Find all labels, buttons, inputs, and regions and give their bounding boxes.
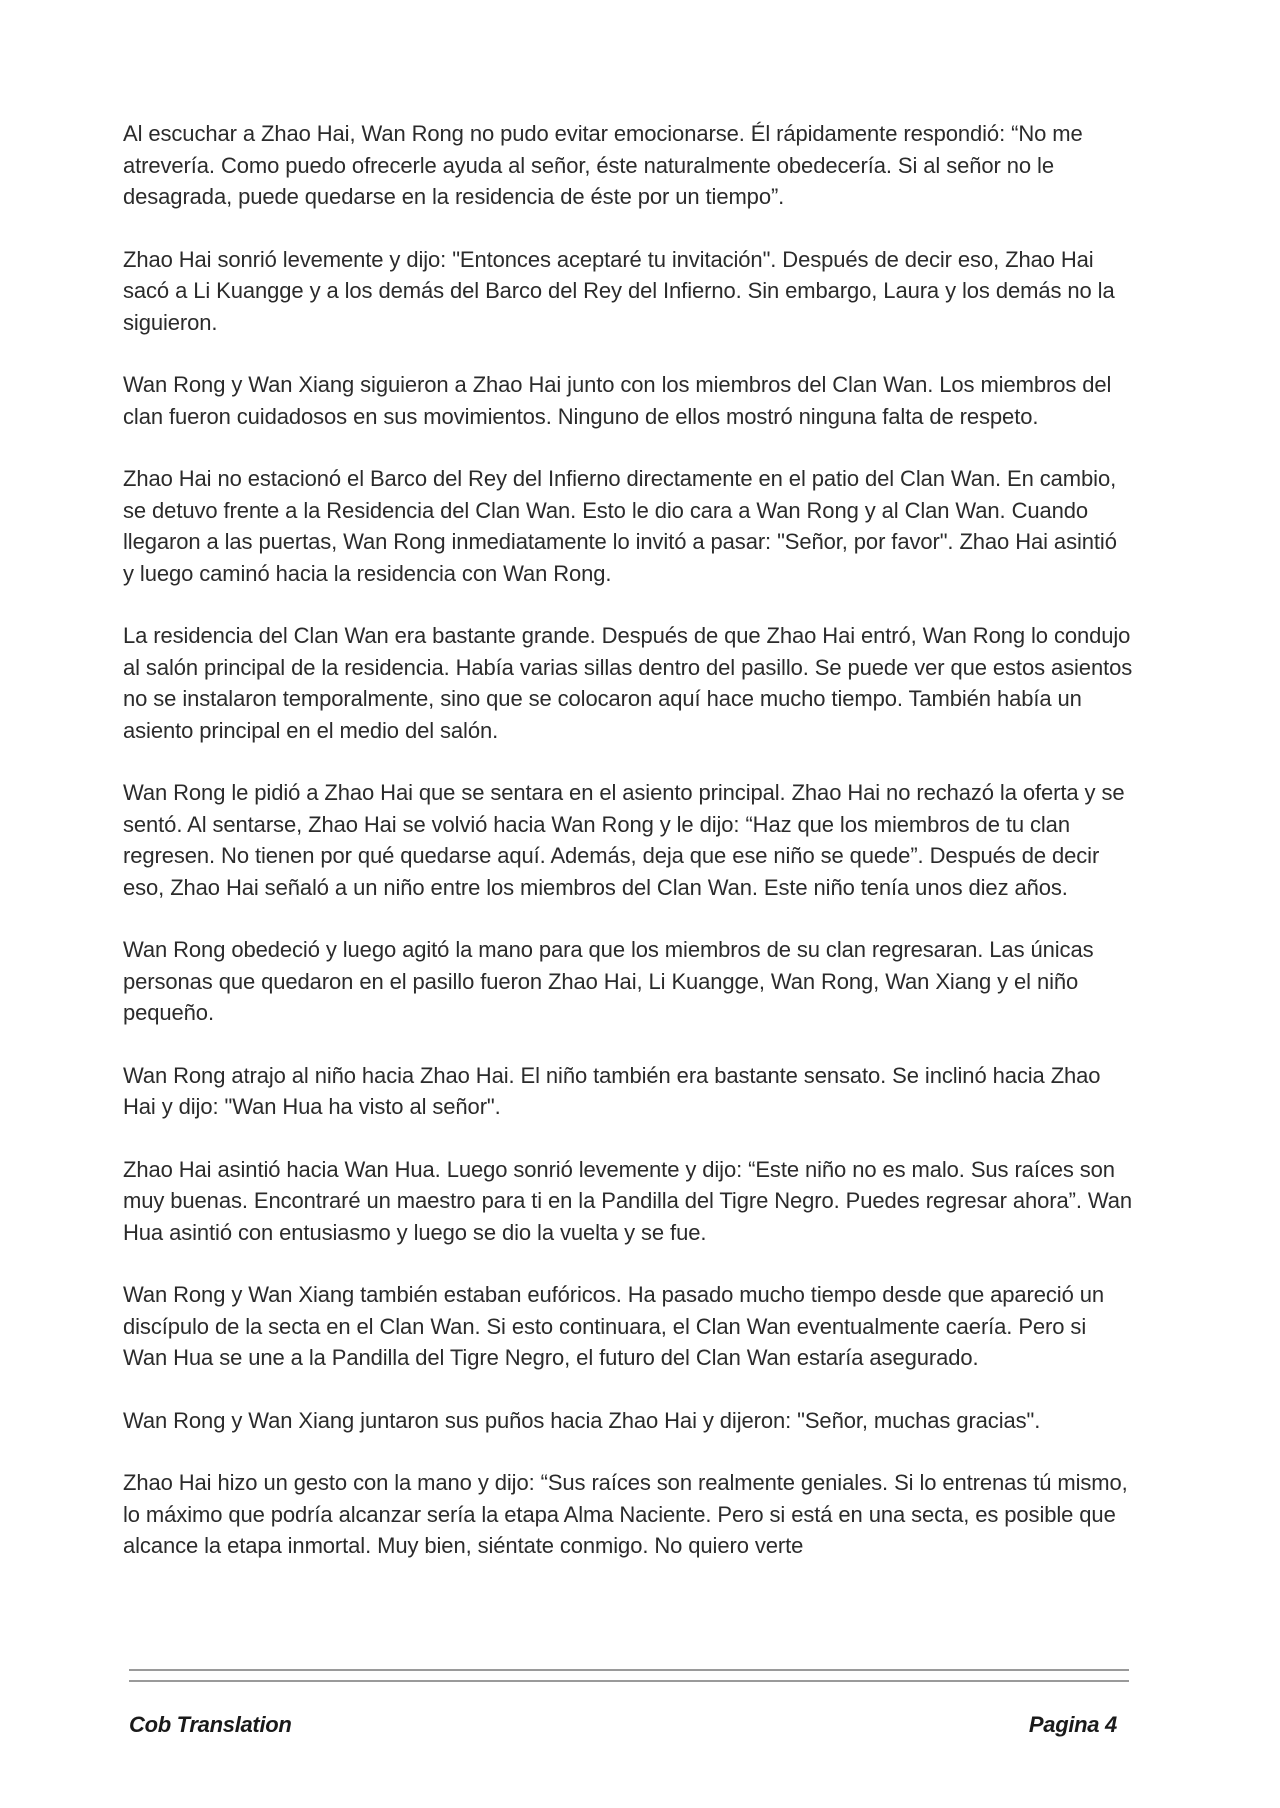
paragraph: Al escuchar a Zhao Hai, Wan Rong no pudo evitar emocionarse. Él rápidamente respondió: “No me atrevería. Como puedo ofrecerle ayuda al señor, éste naturalmente obedecería. Si al señor no le desagrada, puede quedarse en la residencia de éste por un tiempo”. [123, 121, 1083, 209]
paragraph: Zhao Hai asintió hacia Wan Hua. Luego sonrió levemente y dijo: “Este niño no es malo. Sus raíces son muy buenas. Encontraré un maestro para ti en la Pandilla del Tigre Negro. Puedes regresar ahora”. Wan Hua asintió con entusiasmo y luego se dio la vuelta y se fue. [123, 1156, 1132, 1245]
paragraph: Zhao Hai hizo un gesto con la mano y dijo: “Sus raíces son realmente geniales. Si lo entrenas tú mismo, lo máximo que podría alcanzar sería la etapa Alma Naciente. Pero si está en una secta, es posible que alcance la etapa inmortal. Muy bien, siéntate conmigo. No quiero verte [123, 1470, 1128, 1558]
footer-translator-credit: Cob Translation [129, 1712, 292, 1737]
paragraph: Zhao Hai no estacionó el Barco del Rey del Infierno directamente en el patio del Clan Wan. En cambio, se detuvo frente a la Residencia del Clan Wan. Esto le dio cara a Wan Rong y al Clan Wan. Cuando llegaron a las puertas, Wan Rong inmediatamente lo invitó a pasar: "Señor, por favor". Zhao Hai asintió y luego caminó hacia la residencia con Wan Rong. [123, 466, 1117, 586]
paragraph: Zhao Hai sonrió levemente y dijo: "Entonces aceptaré tu invitación". Después de decir eso, Zhao Hai sacó a Li Kuangge y a los demás del Barco del Rey del Infierno. Sin embargo, Laura y los demás no la siguieron. [123, 246, 1115, 335]
footer-divider-top [129, 1669, 1129, 1671]
paragraph: La residencia del Clan Wan era bastante grande. Después de que Zhao Hai entró, Wan Rong lo condujo al salón principal de la residencia. Había varias sillas dentro del pasillo. Se puede ver que estos asientos no se instalaron temporalmente, sino que se colocaron aquí hace mucho tiempo. También había un asiento principal en el medio del salón. [123, 623, 1133, 743]
paragraph: Wan Rong atrajo al niño hacia Zhao Hai. El niño también era bastante sensato. Se inclinó hacia Zhao Hai y dijo: "Wan Hua ha visto al señor". [123, 1062, 1101, 1119]
body-text [123, 118, 1133, 1593]
paragraph: Wan Rong obedeció y luego agitó la mano para que los miembros de su clan regresaran. Las únicas personas que quedaron en el pasillo fueron Zhao Hai, Li Kuangge, Wan Rong, Wan Xiang y el niño pequeño. [123, 937, 1094, 1025]
paragraph: Wan Rong le pidió a Zhao Hai que se sentara en el asiento principal. Zhao Hai no rechazó la oferta y se sentó. Al sentarse, Zhao Hai se volvió hacia Wan Rong y le dijo: “Haz que los miembros de tu clan regresen. No tienen por qué quedarse aquí. Además, deja que ese niño se quede”. Después de decir eso, Zhao Hai señaló a un niño entre los miembros del Clan Wan. Este niño tenía unos diez años. [123, 780, 1125, 900]
footer-divider-bottom [129, 1680, 1129, 1682]
paragraph: Wan Rong y Wan Xiang juntaron sus puños hacia Zhao Hai y dijeron: "Señor, muchas gracias". [123, 1407, 1041, 1433]
paragraph: Wan Rong y Wan Xiang siguieron a Zhao Hai junto con los miembros del Clan Wan. Los miembros del clan fueron cuidadosos en sus movimientos. Ninguno de ellos mostró ninguna falta de respeto. [123, 372, 1112, 429]
footer-page-number: Pagina 4 [1028, 1712, 1117, 1737]
paragraph: Wan Rong y Wan Xiang también estaban eufóricos. Ha pasado mucho tiempo desde que apareció un discípulo de la secta en el Clan Wan. Si esto continuara, el Clan Wan eventualmente caería. Pero si Wan Hua se une a la Pandilla del Tigre Negro, el futuro del Clan Wan estaría asegurado. [123, 1282, 1104, 1370]
